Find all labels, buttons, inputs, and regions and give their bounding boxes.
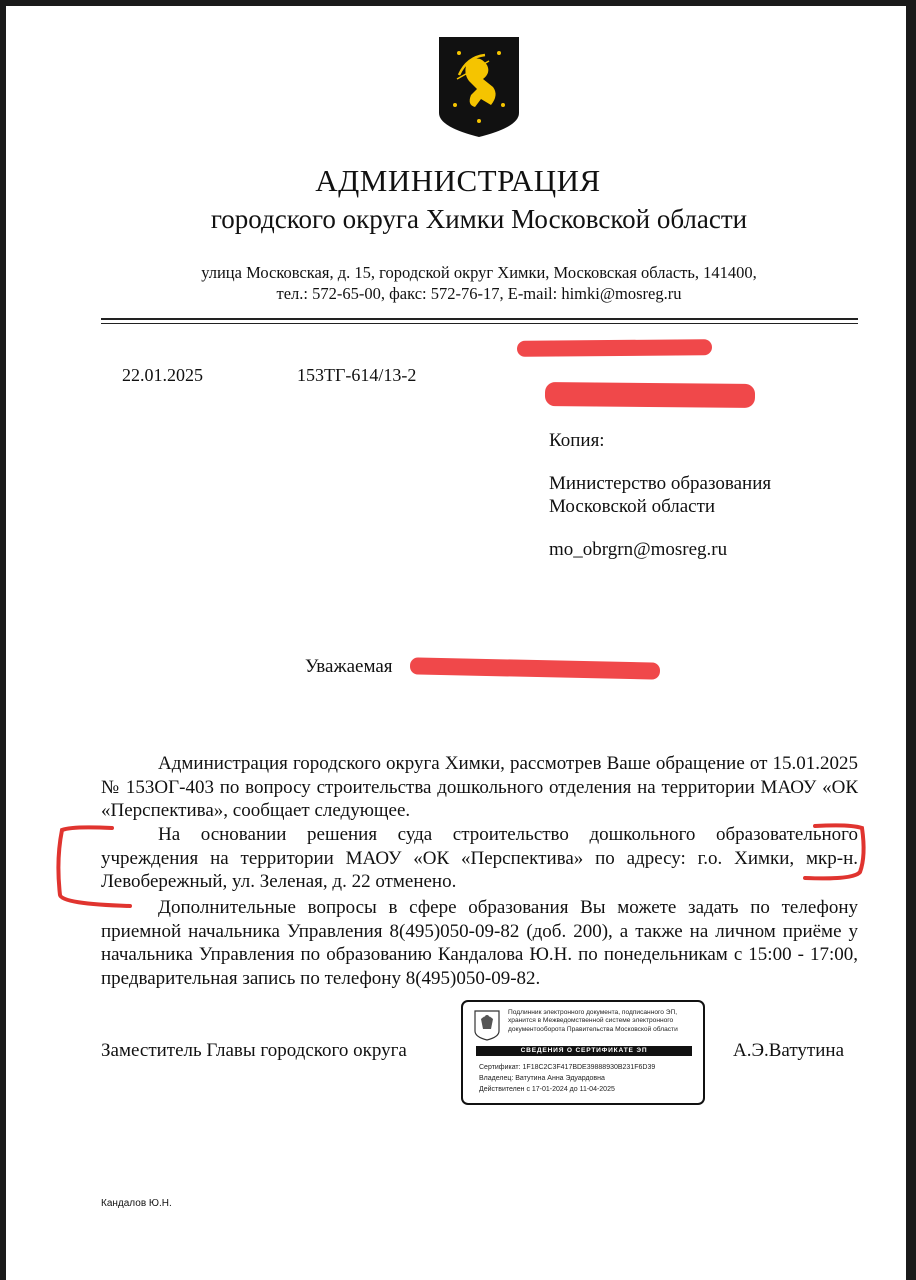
stamp-certificate: Сертификат: 1F18C2C3F417BDE39888930B231F6D39 bbox=[479, 1064, 656, 1071]
address-block bbox=[0, 262, 916, 304]
moscow-region-emblem-icon bbox=[473, 1009, 501, 1041]
header-divider bbox=[101, 318, 858, 320]
contacts-line: тел.: 572-65-00, факс: 572-76-17, E-mail: himki@mosreg.ru bbox=[276, 284, 682, 303]
stamp-validity: Действителен с 17-01-2024 до 11-04-2025 bbox=[479, 1086, 615, 1093]
signatory-position: Заместитель Главы городского округа bbox=[101, 1040, 407, 1061]
body-paragraph-3: Дополнительные вопросы в сфере образования Вы можете задать по телефону приемной начальника Управления 8(495)050-09-82 (доб. 200), а также на личном приёме у начальника Управления по образованию Кандалова Ю.Н. по понедельникам с 15:00 - 17:00, предварительная запись по телефону 8(495)050-09-82. bbox=[101, 897, 858, 989]
page-subtitle: городского округа Химки Московской области bbox=[210, 204, 748, 234]
document-date: 22.01.2025 bbox=[122, 365, 203, 385]
copy-email: mo_obrgrn@mosreg.ru bbox=[549, 539, 728, 560]
greeting-prefix: Уважаемая bbox=[305, 656, 393, 677]
copy-label: Копия: bbox=[549, 430, 605, 451]
redaction-addressee-name bbox=[410, 657, 660, 679]
body-paragraph-2: На основании решения суда строительство дошкольного образовательного учреждения на территории МАОУ «ОК «Перспектива» по адресу: г.о. Химки, мкр-н. Левобережный, ул. Зеленая, д. 22 отменено. bbox=[101, 824, 858, 892]
copy-organization bbox=[549, 472, 771, 518]
redaction-recipient-address bbox=[545, 382, 755, 408]
photo-border-top bbox=[0, 0, 916, 6]
body-paragraph-1: Администрация городского округа Химки, рассмотрев Ваше обращение от 15.01.2025 № 153ОГ-403 по вопросу строительства дошкольного отделения на территории МАОУ «ОК «Перспектива», сообщает следующее. bbox=[101, 753, 858, 821]
executor-name: Кандалов Ю.Н. bbox=[101, 1198, 172, 1209]
signatory-name: А.Э.Ватутина bbox=[733, 1040, 845, 1061]
copy-organization-line2: Московской области bbox=[549, 496, 716, 517]
redaction-recipient-name bbox=[517, 339, 712, 357]
electronic-signature-stamp bbox=[461, 1000, 705, 1105]
coat-of-arms-icon bbox=[437, 35, 521, 139]
stamp-owner: Владелец: Ватутина Анна Эдуардовна bbox=[479, 1075, 605, 1082]
stamp-certificate-bar: СВЕДЕНИЯ О СЕРТИФИКАТЕ ЭП bbox=[476, 1046, 692, 1056]
stamp-header: Подлинник электронного документа, подписанного ЭП, хранится в Межведомственной системе электронного документооборота Правительства Московской области bbox=[508, 1009, 678, 1033]
header-divider-thin bbox=[101, 323, 858, 324]
document-reference: 153ТГ-614/13-2 bbox=[297, 365, 417, 385]
greeting bbox=[305, 656, 393, 678]
copy-organization-line1: Министерство образования bbox=[549, 473, 772, 494]
page-title: АДМИНИСТРАЦИЯ bbox=[315, 163, 601, 198]
address-line: улица Московская, д. 15, городской округ Химки, Московская область, 141400, bbox=[201, 263, 757, 282]
